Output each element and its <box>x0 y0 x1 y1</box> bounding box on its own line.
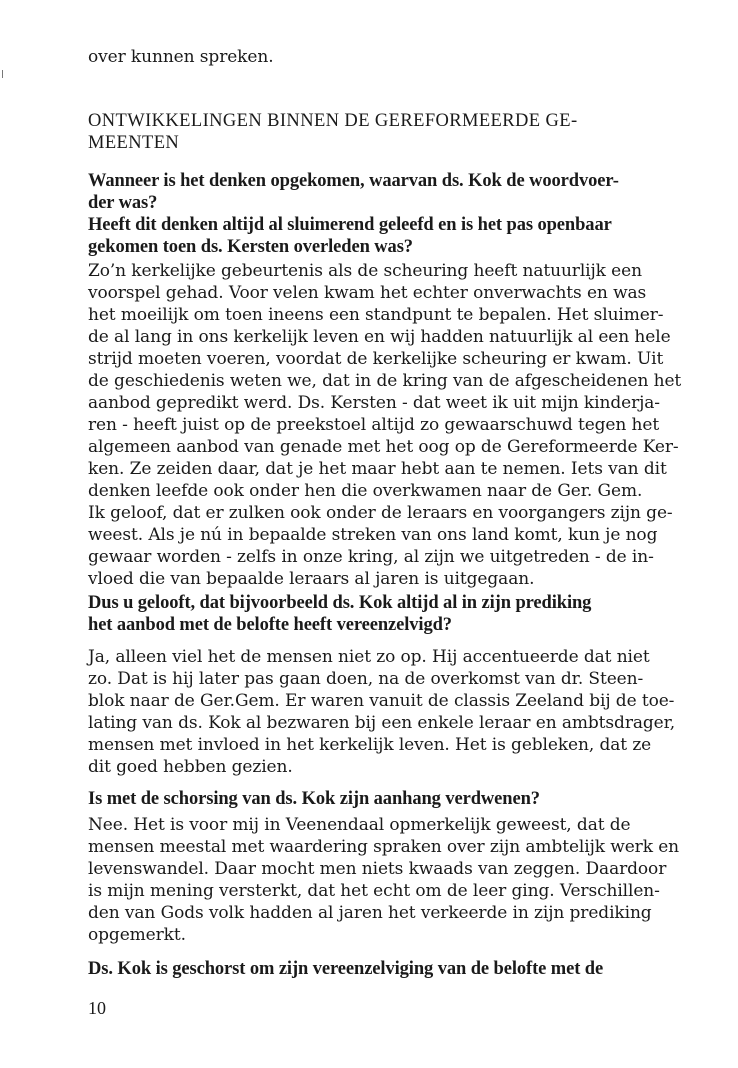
answer-line: weest. Als je nú in bepaalde streken van ons land komt, kun je nog <box>88 525 658 545</box>
section-heading <box>88 110 578 154</box>
margin-mark <box>2 70 3 78</box>
question-2 <box>88 592 591 636</box>
answer-line: levenswandel. Daar mocht men niets kwaads van zeggen. Daardoor <box>88 859 667 879</box>
heading-line: MEENTEN <box>88 133 180 153</box>
answer-line: Zo’n kerkelijke gebeurtenis als de scheuring heeft natuurlijk een <box>88 261 642 281</box>
answer-line: Ik geloof, dat er zulken ook onder de leraars en voorgangers zijn ge- <box>88 503 673 523</box>
answer-line: denken leefde ook onder hen die overkwamen naar de Ger. Gem. <box>88 481 643 501</box>
answer-line: is mijn mening versterkt, dat het echt om de leer ging. Verschillen- <box>88 881 660 901</box>
answer-line: den van Gods volk hadden al jaren het verkeerde in zijn prediking <box>88 903 652 923</box>
answer-line: Ja, alleen viel het de mensen niet zo op. Hij accentueerde dat niet <box>88 647 650 667</box>
question-line: Wanneer is het denken opgekomen, waarvan ds. Kok de woordvoer- <box>88 171 619 191</box>
intro-paragraph <box>88 46 274 68</box>
answer-line: aanbod gepredikt werd. Ds. Kersten - dat weet ik uit mijn kinderja- <box>88 393 660 413</box>
question-4 <box>88 958 603 980</box>
question-3 <box>88 788 540 810</box>
answer-line: de geschiedenis weten we, dat in de kring van de afgescheidenen het <box>88 371 682 391</box>
question-line: Is met de schorsing van ds. Kok zijn aanhang verdwenen? <box>88 789 540 809</box>
answer-line: ren - heeft juist op de preekstoel altijd zo gewaarschuwd tegen het <box>88 415 660 435</box>
answer-3 <box>88 814 679 946</box>
answer-line: mensen meestal met waardering spraken over zijn ambtelijk werk en <box>88 837 680 857</box>
text-line: over kunnen spreken. <box>88 47 274 67</box>
answer-line: voorspel gehad. Voor velen kwam het echter onverwachts en was <box>88 283 647 303</box>
answer-line: strijd moeten voeren, voordat de kerkelijke scheuring er kwam. Uit <box>88 349 664 369</box>
heading-line: ONTWIKKELINGEN BINNEN DE GEREFORMEERDE GE- <box>88 111 578 131</box>
answer-line: algemeen aanbod van genade met het oog op de Gereformeerde Ker- <box>88 437 679 457</box>
answer-line: ken. Ze zeiden daar, dat je het maar hebt aan te nemen. Iets van dit <box>88 459 667 479</box>
answer-line: vloed die van bepaalde leraars al jaren is uitgegaan. <box>88 569 535 589</box>
question-line: gekomen toen ds. Kersten overleden was? <box>88 237 413 257</box>
question-line: der was? <box>88 193 158 213</box>
answer-line: blok naar de Ger.Gem. Er waren vanuit de classis Zeeland bij de toe- <box>88 691 675 711</box>
question-line: het aanbod met de belofte heeft vereenzelvigd? <box>88 615 452 635</box>
answer-line: dit goed hebben gezien. <box>88 757 293 777</box>
page-number: 10 <box>88 998 106 1018</box>
question-line: Dus u gelooft, dat bijvoorbeeld ds. Kok altijd al in zijn prediking <box>88 593 592 613</box>
answer-line: het moeilijk om toen ineens een standpunt te bepalen. Het sluimer- <box>88 305 664 325</box>
answer-line: zo. Dat is hij later pas gaan doen, na de overkomst van dr. Steen- <box>88 669 644 689</box>
question-1 <box>88 170 619 258</box>
answer-1 <box>88 260 681 590</box>
answer-line: gewaar worden - zelfs in onze kring, al zijn we uitgetreden - de in- <box>88 547 654 567</box>
answer-line: lating van ds. Kok al bezwaren bij een enkele leraar en ambtsdrager, <box>88 713 676 733</box>
answer-line: de al lang in ons kerkelijk leven en wij hadden natuurlijk al een hele <box>88 327 671 347</box>
question-line: Ds. Kok is geschorst om zijn vereenzelviging van de belofte met de <box>88 959 604 979</box>
answer-2 <box>88 646 675 778</box>
answer-line: opgemerkt. <box>88 925 186 945</box>
answer-line: Nee. Het is voor mij in Veenendaal opmerkelijk geweest, dat de <box>88 815 631 835</box>
question-line: Heeft dit denken altijd al sluimerend geleefd en is het pas openbaar <box>88 215 612 235</box>
answer-line: mensen met invloed in het kerkelijk leven. Het is gebleken, dat ze <box>88 735 652 755</box>
